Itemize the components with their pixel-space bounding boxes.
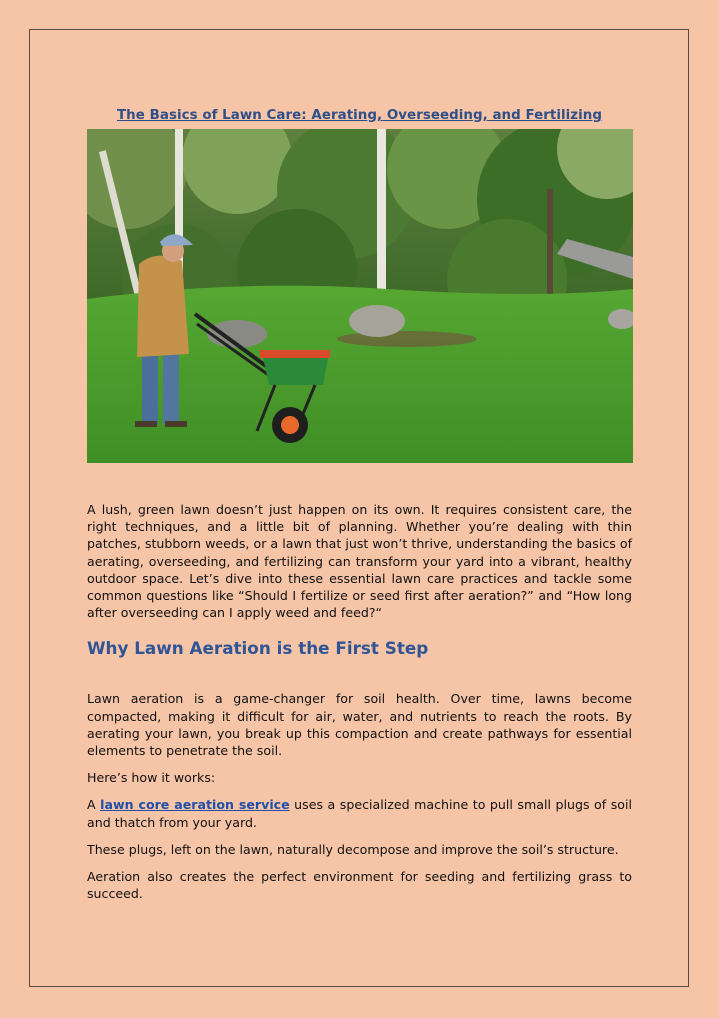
closing-paragraph: Aeration also creates the perfect environment for seeding and fertilizing grass to succeed. bbox=[87, 869, 632, 902]
plugs-paragraph: These plugs, left on the lawn, naturally decompose and improve the soil’s structure. bbox=[87, 841, 619, 857]
aeration-paragraph: Lawn aeration is a game-changer for soil health. Over time, lawns become compacted, making it difficult for air, water, and nutrients to reach the roots. By aerating your lawn, you break up this compaction and create pathways for essential elements to penetrate the soil. bbox=[87, 691, 632, 759]
how-it-works-text: Here’s how it works: bbox=[87, 770, 216, 786]
intro-paragraph: A lush, green lawn doesn’t just happen on its own. It requires consistent care, the right techniques, and a little bit of planning. Whether you’re dealing with thin patches, stubborn weeds, or a lawn that just won’t thrive, understanding the basics of aerating, overseeding, and fertilizing can transform your yard into a vibrant, healthy outdoor space. Let’s dive into these essential lawn care practices and tackle some common questions like “Should I fertilize or seed first after aeration?” and “How long after overseeding can I apply weed and feed?“ bbox=[87, 502, 632, 621]
service-paragraph bbox=[87, 796, 632, 830]
document-content bbox=[87, 108, 632, 902]
document-title: The Basics of Lawn Care: Aerating, Overseeding, and Fertilizing bbox=[116, 108, 602, 123]
lawn-core-aeration-service-link[interactable]: lawn core aeration service bbox=[100, 797, 290, 813]
service-prefix: A bbox=[87, 797, 101, 813]
lawn-spreader-photo bbox=[87, 129, 633, 463]
service-suffix: uses a specialized machine to pull small plugs of soil and thatch from your yard. bbox=[87, 797, 632, 830]
section-heading: Why Lawn Aeration is the First Step bbox=[87, 638, 429, 659]
